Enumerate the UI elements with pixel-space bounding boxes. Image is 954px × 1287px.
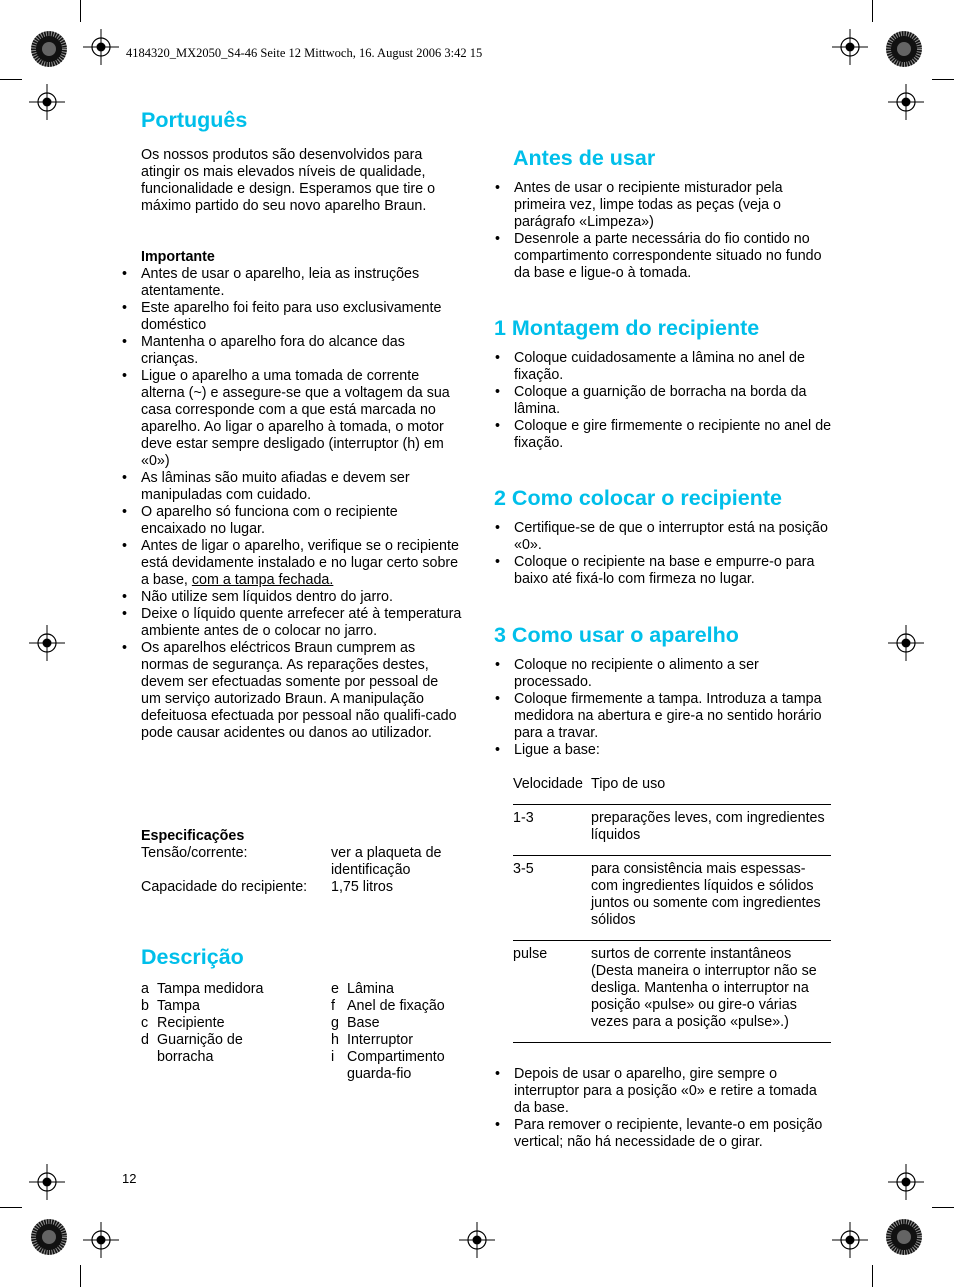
list-item: • Depois de usar o aparelho, gire sempre o interruptor para a posição «0» e retire a tomada da base. xyxy=(495,1066,835,1117)
list-item: • Deixe o líquido quente arrefecer até à temperatura ambiente antes de o colocar no jarro. xyxy=(122,606,462,640)
list-item: • Os aparelhos eléctricos Braun cumprem as normas de segurança. As reparações destes, devem ser efectuadas somente por pessoal de um serviço autorizado Braun. A manipulação defeituosa efectuada por pessoal não qualifi-cado pode causar acidentes ou danos ao utilizador. xyxy=(122,640,462,742)
list-item: • Coloque e gire firmemente o recipiente no anel de fixação. xyxy=(495,418,835,452)
list-item: • Mantenha o aparelho fora do alcance das crianças. xyxy=(122,334,462,368)
antes-list xyxy=(495,180,835,282)
list-item: • As lâminas são muito afiadas e devem ser manipuladas com cuidado. xyxy=(122,470,462,504)
list-item: • Antes de usar o recipiente misturador pela primeira vez, limpe todas as peças (veja o parágrafo «Limpeza») xyxy=(495,180,835,231)
section-title-montagem: 1 Montagem do recipiente xyxy=(494,316,760,340)
section-title-colocar: 2 Como colocar o recipiente xyxy=(494,486,782,510)
usar-list xyxy=(495,657,835,759)
table-rule xyxy=(513,1042,831,1043)
section-title-usar: 3 Como usar o aparelho xyxy=(494,623,739,647)
importante-heading: Importante xyxy=(141,249,215,265)
table-row: 1-3 preparações leves, com ingredientes líquidos xyxy=(513,810,825,843)
spec-value: ver a plaqueta de identificação xyxy=(331,845,442,878)
section-title-portugues: Português xyxy=(141,108,248,132)
lid-text: Antes de ligar o aparelho, verifique se o recipiente está devidamente instalado e no lugar certo sobre a base, xyxy=(141,538,459,588)
spec-label: Capacidade do recipiente: xyxy=(141,879,308,895)
final-list xyxy=(495,1066,835,1151)
montagem-list xyxy=(495,350,835,452)
intro-paragraph: Os nossos produtos são desenvolvidos para atingir os mais elevados níveis de qualidade, funcionalidade e design. Esperamos que tire o máximo partido do seu novo aparelho Braun. xyxy=(141,147,436,214)
lid-underlined-text: com a tampa fechada. xyxy=(191,572,334,588)
list-item: • Certifique-se de que o interruptor está na posição «0». xyxy=(495,520,835,554)
table-rule xyxy=(513,804,831,805)
list-item: • Coloque a guarnição de borracha na borda da lâmina. xyxy=(495,384,835,418)
table-row: pulse surtos de corrente instantâneos (Desta maneira o interruptor não se desliga. Mantenha o interruptor na posição «pulse» ou gire-o várias vezes para a posição «pulse».) xyxy=(513,946,817,1030)
list-item: • Este aparelho foi feito para uso exclusivamente doméstico xyxy=(122,300,462,334)
list-item: • Antes de usar o aparelho, leia as instruções atentamente. xyxy=(122,266,462,300)
section-title-descricao: Descrição xyxy=(141,945,244,969)
list-item xyxy=(122,538,462,589)
list-item: • Não utilize sem líquidos dentro do jarro. xyxy=(122,589,462,606)
print-header: 4184320_MX2050_S4-46 Seite 12 Mittwoch, 16. August 2006 3:42 15 xyxy=(126,46,483,60)
spec-value: 1,75 litros xyxy=(331,879,393,895)
list-item: • Coloque no recipiente o alimento a ser processado. xyxy=(495,657,835,691)
list-item: • Desenrole a parte necessária do fio contido no compartimento correspondente situado no fundo da base e ligue-o à tomada. xyxy=(495,231,835,282)
list-item: • Para remover o recipiente, levante-o em posição vertical; não há necessidade de o girar. xyxy=(495,1117,835,1151)
list-item: • Coloque o recipiente na base e empurre-o para baixo até fixá-lo com firmeza no lugar. xyxy=(495,554,835,588)
table-header-use: Tipo de uso xyxy=(591,776,666,792)
table-header xyxy=(513,776,831,793)
table-rule xyxy=(513,940,831,941)
colocar-list xyxy=(495,520,835,588)
list-item: • Ligue o aparelho a uma tomada de corrente alterna (~) e assegure-se que a voltagem da sua casa corresponde com a que está marcada no aparelho. Ao ligar o aparelho à tomada, o motor deve estar sempre desligado (interruptor (h) em «0») xyxy=(122,368,462,470)
importante-list xyxy=(122,266,462,742)
list-item: • O aparelho só funciona com o recipiente encaixado no lugar. xyxy=(122,504,462,538)
list-item: • Coloque firmemente a tampa. Introduza a tampa medidora na abertura e gire-a no sentido horário para a travar. xyxy=(495,691,835,742)
section-title-antes-de-usar: Antes de usar xyxy=(513,146,656,170)
spec-heading: Especificações xyxy=(141,828,245,844)
page-number: 12 xyxy=(122,1171,137,1186)
list-item: • Ligue a base: xyxy=(495,742,835,759)
table-rule xyxy=(513,855,831,856)
list-item: • Coloque cuidadosamente a lâmina no anel de fixação. xyxy=(495,350,835,384)
spec-label: Tensão/corrente: xyxy=(141,845,248,861)
table-row: 3-5 para consistência mais espessas- com ingredientes líquidos e sólidos juntos ou somente com ingredientes sólidos xyxy=(513,861,821,928)
table-header-speed: Velocidade xyxy=(513,776,583,792)
